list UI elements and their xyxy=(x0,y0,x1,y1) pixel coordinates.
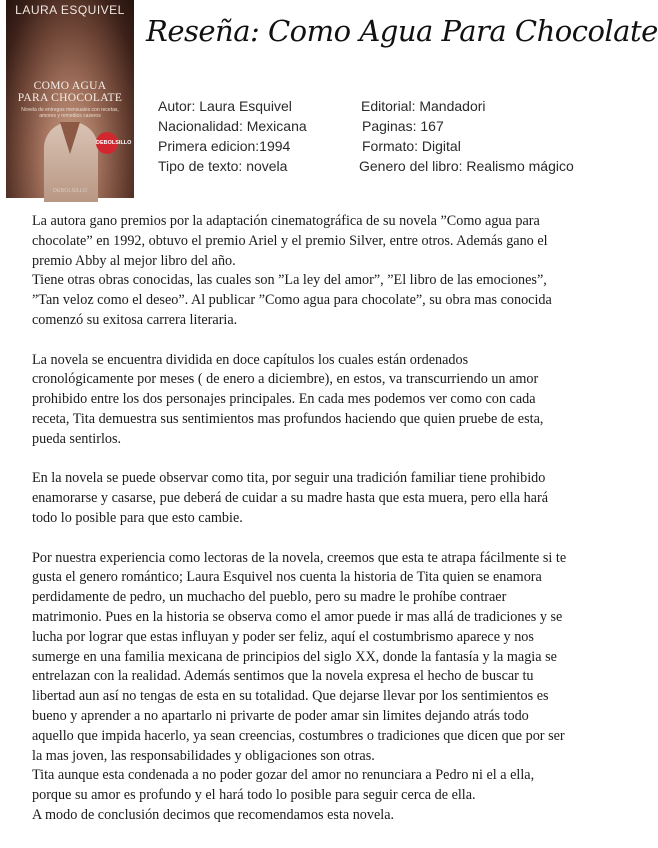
cover-author: LAURA ESQUIVEL xyxy=(15,3,125,17)
meta-format: Formato: Digital xyxy=(362,138,461,154)
book-cover-image xyxy=(6,0,134,198)
cover-subtitle: Novela de entregas mensuales con recetas, amores y remedios caseros xyxy=(21,107,119,119)
meta-first-edition: Primera edicion:1994 xyxy=(158,138,291,154)
meta-nationality: Nacionalidad: Mexicana xyxy=(158,118,307,134)
paragraph-conclusion: A modo de conclusión decimos que recomendamos esta novela. xyxy=(32,806,395,823)
paragraph-awards: La autora gano premios por la adaptación cinematográfica de su novela ”Como agua para chocolate” en 1992, obtuvo el premio Ariel y el premio Silver, entre otros. Además gano el premio Abby al mejor libro del año. xyxy=(32,213,548,269)
paragraph-plot: En la novela se puede observar como tita, por seguir una tradición familiar tiene prohibido enamorarse y casarse, pue deberá de cuidar a su madre hasta que esta muera, pero ella hará todo lo posible para que esto cambie. xyxy=(32,470,549,526)
paragraph-other-works: Tiene otras obras conocidas, las cuales son ”La ley del amor”, ”El libro de las emociones”, ”Tan veloz como el deseo”. Al publicar ”Como agua para chocolate”, su obra mas conocida comenzó su exitosa carrera literaria. xyxy=(32,272,552,328)
cover-title-line2: PARA CHOCOLATE xyxy=(17,92,123,104)
meta-genre: Genero del libro: Realismo mágico xyxy=(359,158,574,174)
review-body xyxy=(32,212,572,826)
meta-publisher: Editorial: Mandadori xyxy=(361,98,486,114)
paragraph-structure: La novela se encuentra dividida en doce capítulos los cuales están ordenados cronológicamente por meses ( de enero a diciembre), en estos, va transcurriendo un amor prohibido entre los dos personajes principales. En cada mes podemos ver como con cada receta, Tita demuestra sus sentimientos mas profundos haciendo que quien pruebe de esta, pueda sentirlos. xyxy=(32,351,544,447)
page-title: Reseña: Como Agua Para Chocolate xyxy=(146,14,658,48)
paragraph-opinion: Por nuestra experiencia como lectoras de la novela, creemos que esta te atrapa fácilmente si te gusta el genero romántico; Laura Esquivel nos cuenta la historia de Tita quien se enamora perdidamente de pedro, un muchacho del pueblo, pero su madre le prohíbe contraer matrimonio. Pues en la historia se observa como el amor puede ir mas allá de tradiciones y se lucha por lograr que estas influyan y poder ser feliz, aquí el costumbrismo aparece y nos sumerge en una familia mexicana de principios del siglo XX, donde la fantasía y la magia se entrelazan con la realidad. Además sentimos que la novela expresa el hecho de buscar tu libertad aun así no tengas de esta en su totalidad. Que dejarse llevar por los sentimientos es bueno y aprender a no apartarlo ni privarte de poder amar sin limites dejando atrás todo aquello que impida hacerlo, ya sean creencias, costumbres o tradiciones que dicen que por ser la mas joven, las responsabilidades y obligaciones son otras. xyxy=(32,549,567,764)
meta-text-type: Tipo de texto: novela xyxy=(158,158,288,174)
meta-pages: Paginas: 167 xyxy=(362,118,444,134)
cover-seal-badge: DEBOLSILLO xyxy=(96,132,118,154)
cover-title-line1: COMO AGUA xyxy=(33,80,107,92)
cover-publisher: DEBOLSILLO xyxy=(52,188,88,194)
meta-author: Autor: Laura Esquivel xyxy=(158,98,292,114)
paragraph-tita: Tita aunque esta condenada a no poder gozar del amor no renunciara a Pedro ni el a ella, porque su amor es profundo y el hará todo lo posible para seguir cerca de ella. xyxy=(32,767,535,804)
cover-title xyxy=(6,80,134,104)
